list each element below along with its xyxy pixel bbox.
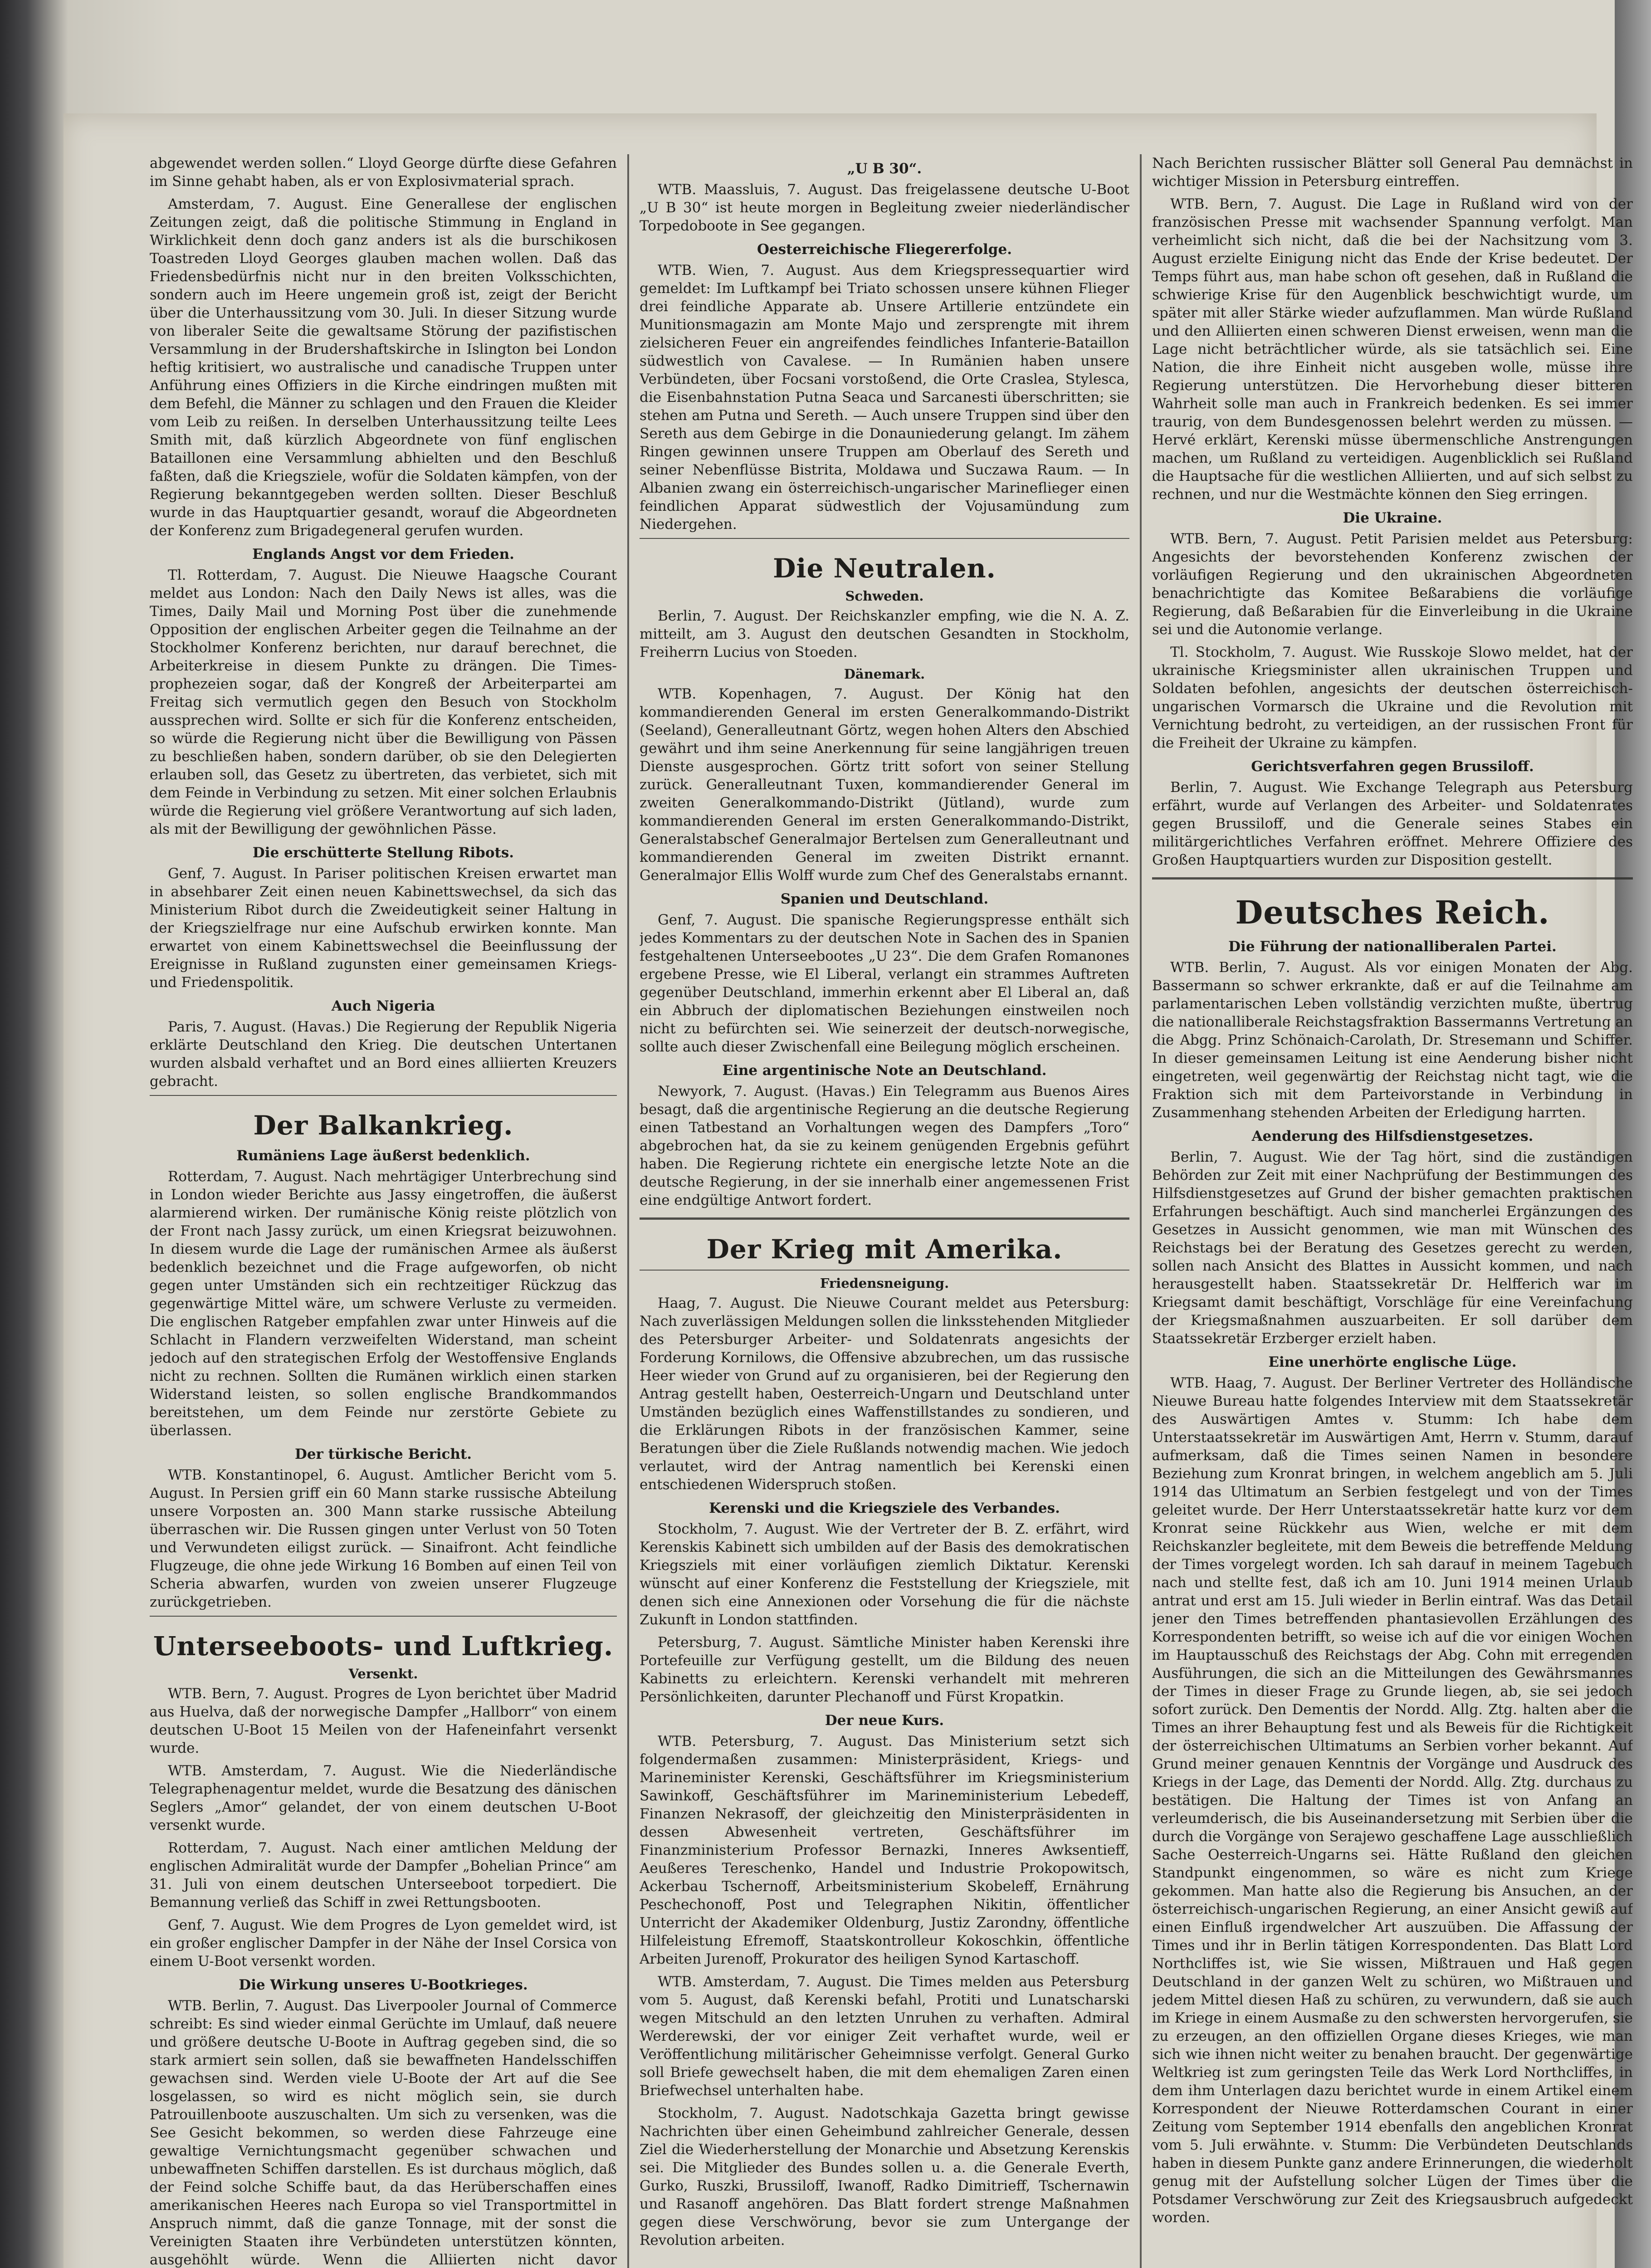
article-paragraph: WTB. Haag, 7. August. Der Berliner Vertreter des Holländische Nieuwe Bureau hatte folgendes Interview mit dem Staatssekretär des Auswärtigen Amtes v. Stumm: Ich habe dem Unterstaatssekretär im Auswärtigen Amt, Herrn v. Stumm, darauf aufmerksam, daß die Times seinen Namen in besondere Beziehung zum Kronrat bringen, in welchem angeblich am 5. Juli 1914 das Ultimatum an Serbien festgelegt und von der Times geleitet wurde. Der Herr Unterstaatssekretär hatte kurz vor dem Kronrat seine Rückkehr aus Wien, welche er mit dem Reichskanzler begleitete, mit dem Beweis die betreffende Meldung der Times vorgelegt worden. Ich sah darauf in meinem Tagebuch nach und stellte fest, daß ich am 10. Juni 1914 meinen Urlaub antrat und erst am 15. Juli wieder in Berlin eintraf. Was das Detail jener den Times betreffenden phantasievollen Erzählungen des Korrespondenten betrifft, so weise ich auf die vor einigen Wochen im Hauptausschuß des Reichstags der Abg. Cohn mit erregenden Ausführungen, die sich an die Mitteilungen des Gewährsmannes der Times in dieser Frage zu Grunde liegen, ab, sie sei jedoch sofort zurück. Den Dementis der Nordd. Allg. Ztg. halten aber die Times an ihrer Behauptung fest und als Beweis für die Richtigkeit der österreichischen Ultimatums an Serbien vorher bekannt. Auf Grund meiner genauen Kenntnis der Vorgänge und Ausdruck des Kriegs in der Lage, das Dementi der Nordd. Allg. Ztg. durchaus zu bestätigen. Die Haltung der Times ist von Anfang an verleumderisch, die bis Auseinandersetzung mit Serbien über die durch die Vorgänge von Serajewo geschaffene Lage ausschließlich Sache Oesterreich-Ungarns sei. Hätte Rußland den gleichen Standpunkt eingenommen, so wäre es nicht zum Kriege gekommen. Man hatte also die Regierung bis Ansuchen, an der österreichisch-ungarischen Regierung, an einer Ansicht gewiß auf einen Einfluß irgendwelcher Art auszuüben. Die Affassung der Times und ihr in Berlin tätigen Korrespondenten. Das Blatt Lord Northcliffes ist, wie Sie wissen, Mißtrauen und Haß gegen Deutschland in der ganzen Welt zu schüren, wo Mißtrauen und jedem Mittel diesen Haß zu schüren, zu verwundern, daß sie auch im Kriege in einem Ausmaße zu den schwersten hervorgerufen, sie zu erzeugen, an den offiziellen Organe dieses Krieges, wie man sich wie ihnen nicht weiter zu benahen braucht. Der gegenwärtige Weltkrieg ist zum geringsten Teile das Werk Lord Northcliffes, in dem ihm Unterlagen dazu berichtet wurde in einem Artikel einem Korrespondent der Nieuwe Rotterdamschen Courant in einer Zeitung vom September 1914 ebenfalls den angeblichen Kronrat vom 5. Juli erwähnte. v. Stumm: Die Verbündeten Deutschlands haben in diesem Punkte ganz andere Erinnerungen, die wiederholt genug mit der Aufstellung solcher Lügen der Times über die Potsdamer Verschwörung zur Zeit des Kriegsausbruch aufgedeckt worden. bbox=[1152, 1375, 1633, 2226]
article-paragraph: Newyork, 7. August. (Havas.) Ein Telegramm aus Buenos Aires besagt, daß die argentinische Regierung an die deutsche Regierung einen Tatbestand an Vorhaltungen wegen des Dampfers „Toro“ abgebrochen hat, da sie zu keinem genügenden Ergebnis geführt haben. Die Regierung richtete ein energische letzte Note an die deutsche Regierung, in der sie innerhalb einer angemessenen Frist eine endgültige Antwort fordert. bbox=[640, 1083, 1129, 1208]
section-heading: Deutsches Reich. bbox=[1235, 894, 1550, 931]
article-heading: Oesterreichische Fliegererfolge. bbox=[757, 241, 1012, 258]
article-heading: Aenderung des Hilfsdienstgesetzes. bbox=[1251, 1128, 1534, 1144]
article-heading: Schweden. bbox=[845, 588, 924, 604]
divider bbox=[640, 1270, 1129, 1271]
article-paragraph: Berlin, 7. August. Wie der Tag hört, sind die zuständigen Behörden zur Zeit mit einer Nachprüfung der Bestimmungen des Hilfsdienstgesetzes auf Grund der bisher gemachten praktischen Erfahrungen beschäftigt. Auch sind mancherlei Ergänzungen des Gesetzes in Aussicht genommen, wie man mit Wünschen des Reichstags bei der Beratung des Gesetzes gerecht zu werden, sollen nach Ansicht des Blattes in Aussicht kommen, und nach herausgestellt haben. Staatssekretär Dr. Helfferich war im Kriegsamt damit beschäftigt, Vorschläge für eine Vereinfachung der Kriegsmaßnahmen auszuarbeiten. Er soll darüber dem Staatssekretär Erzberger erzielt haben. bbox=[1152, 1149, 1633, 1347]
article-paragraph: abgewendet werden sollen.“ Lloyd George dürfte diese Gefahren im Sinne gehabt haben, als er von Explosivmaterial sprach. bbox=[150, 155, 617, 190]
article-paragraph: Stockholm, 7. August. Wie der Vertreter der B. Z. erfährt, wird Kerenskis Kabinett sich umbilden auf der Basis des demokratischen Kriegsziels mit einer vorläufigen ziemlich Diktatur. Kerenski wünscht auf einer Konferenz die Feststellung der Kriegsziele, mit denen sich eine Annexionen oder Vorsehung die für die nächste Zukunft in London stattfinden. bbox=[640, 1521, 1129, 1628]
article-paragraph: WTB. Konstantinopel, 6. August. Amtlicher Bericht vom 5. August. In Persien griff ein 60 Mann starke russische Abteilung unsere Vorposten an. 300 Mann starke russische Abteilung überraschen wir. Die Russen gingen unter Verlust von 50 Toten und Verwundeten eiligst zurück. — Sinaifront. Acht feindliche Flugzeuge, die ohne jede Wirkung 16 Bomben auf einen Teil von Scheria abwarfen, wurden von zweien unserer Flugzeuge zurückgetrieben. bbox=[150, 1467, 617, 1610]
article-paragraph: Tl. Stockholm, 7. August. Wie Russkoje Slowo meldet, hat der ukrainische Kriegsminister allen ukrainischen Truppen und Soldaten befohlen, angesichts der deutschen österreichisch-ungarischen Vormarsch die Ukraine und die Revolution mit Vernichtung bedroht, zu verteidigen, an der russischen Front für die Freiheit der Ukraine zu kämpfen. bbox=[1152, 644, 1633, 751]
article-paragraph: Berlin, 7. August. Wie Exchange Telegraph aus Petersburg erfährt, wurde auf Verlangen des Arbeiter- und Soldatenrates gegen Brussiloff, und die Generale seines Stabes ein militärgerichtliches Verfahren eröffnet. Mehrere Offiziere des Großen Hauptquartiers wurden zur Disposition gestellt. bbox=[1152, 779, 1633, 868]
article-heading: Dänemark. bbox=[844, 666, 925, 682]
article-heading: Spanien und Deutschland. bbox=[780, 891, 989, 907]
article-paragraph: Petersburg, 7. August. Sämtliche Minister haben Kerenski ihre Portefeuille zur Verfügung gestellt, um die Bildung des neuen Kabinetts zu erleichtern. Kerenski verhandelt mit mehreren Persönlichkeiten, darunter Plechanoff und Fürst Kropatkin. bbox=[640, 1634, 1129, 1705]
article-paragraph: Genf, 7. August. Wie dem Progres de Lyon gemeldet wird, ist ein großer englischer Dampfer in der Nähe der Insel Corsica von einem U-Boot versenkt worden. bbox=[150, 1917, 617, 1970]
article-paragraph: Stockholm, 7. August. Nadotschkaja Gazetta bringt gewisse Nachrichten über einen Geheimbund zahlreicher Generale, dessen Ziel die Wiederherstellung der Monarchie und Absetzung Kerenskis sei. Die Mitglieder des Bundes sollen u. a. die Generale Everth, Gurko, Ruszki, Brussiloff, Iwanoff, Radko Dimitrieff, Tschernawin und Rasanoff angehören. Das Blatt fordert strenge Maßnahmen gegen diese Verschwörung, bevor sie zum Untergange der Revolution arbeiten. bbox=[640, 2105, 1129, 2248]
article-heading: Rumäniens Lage äußerst bedenklich. bbox=[236, 1148, 530, 1164]
newspaper-page bbox=[64, 113, 1633, 2268]
divider bbox=[640, 1217, 1129, 1220]
article-paragraph: Genf, 7. August. Die spanische Regierungspresse enthält sich jedes Kommentars zu der deutschen Note in Sachen des in Spanien festgehaltenen Unterseebootes „U 23“. Die dem Grafen Romanones ergebene Presse, wie El Liberal, verlangt ein strammes Auftreten gegenüber Deutschland, immerhin erkennt aber El Liberal an, daß ein Abbruch der diplomatischen Beziehungen einstweilen noch nicht zu befürchten sei. Wie seinerzeit der deutsch-norwegische, sollte auch dieser Zwischenfall eine Beilegung möglich erscheinen. bbox=[640, 912, 1129, 1055]
article-paragraph: Rotterdam, 7. August. Nach mehrtägiger Unterbrechung sind in London wieder Berichte aus Jassy eingetroffen, die äußerst alarmierend wirken. Der rumänische König reiste plötzlich von der Front nach Jassy zurück, um einen Kriegsrat beizuwohnen. In diesem wurde die Lage der rumänischen Armee als äußerst bedenklich bezeichnet und die Frage aufgeworfen, ob nicht gegen unter Umständen sich ein rechtzeitiger Rückzug das gegenwärtige Mittel wäre, um schwere Verluste zu vermeiden. Die englischen Ratgeber empfahlen zwar unter Hinweis auf die Schlacht in Flandern verzweifelten Widerstand, man scheint jedoch auf den strategischen Erfolg der Westoffensive Englands nicht zu rechnen. Sollten die Rumänen wirklich einen starken Widerstand leisten, so sollen englische Brandkommandos bereitstehen, um dem Feinde nur zerstörte Gebiete zu überlassen. bbox=[150, 1168, 617, 1439]
article-paragraph: WTB. Amsterdam, 7. August. Die Times melden aus Petersburg vom 5. August, daß Kerenski befahl, Protiti und Lunatscharski wegen Mitschuld an den letzten Unruhen zu verhaften. Admiral Werderewski, der vor einiger Zeit verhaftet wurde, weil er Veröffentlichung militärischer Geheimnisse verfolgt. General Gurko soll Briefe gewechselt haben, die mit dem ehemaligen Zaren einen Briefwechsel unterhalten habe. bbox=[640, 1974, 1129, 2099]
column-left bbox=[150, 154, 617, 2268]
article-heading: Friedensneigung. bbox=[820, 1276, 949, 1291]
article-paragraph: WTB. Berlin, 7. August. Als vor einigen Monaten der Abg. Bassermann so schwer erkrankte, daß er auf die Teilnahme am parlamentarischen Leben vollständig verzichten mußte, übertrug die nationalliberale Reichstagsfraktion Bassermanns Vertretung an die Abgg. Prinz Schönaich-Carolath, Dr. Stresemann und Schiffer. In dieser gemeinsamen Leitung ist eine Aenderung bisher nicht eingetreten, weil gegenwärtig der Reichstag nicht tagt, wie die Fraktion sich mit dem Parteivorstande in Verbindung in Zusammenhang stehenden Arbeiten der Erledigung harrten. bbox=[1152, 959, 1633, 1121]
section-heading: Die Neutralen. bbox=[773, 553, 996, 584]
article-heading: Der türkische Bericht. bbox=[294, 1446, 472, 1462]
article-paragraph: WTB. Bern, 7. August. Die Lage in Rußland wird von der französischen Presse mit wachsender Spannung verfolgt. Man verheimlicht sich nicht, daß die bei der Nachsitzung vom 3. August erzielte Einigung nicht das Ende der Krise bedeutet. Der Temps führt aus, man habe schon oft gesehen, daß in Rußland die schwierige Krise für den Augenblick beschwichtigt wurde, um später mit aller Stärke wieder aufzuflammen. Man würde Rußland und den Alliierten einen schweren Dienst erweisen, wenn man die Lage nicht beträchtlicher würde, als sie tatsächlich sei. Eine Nation, die ihre Einheit nicht ausgeben wolle, müsse ihre Regierung unterstützen. Die Hervorhebung dieser bitteren Wahrheit solle man auch in Frankreich bedenken. Es sei immer traurig, von dem Bundesgenossen belehrt werden zu müssen. — Hervé erklärt, Kerenski müsse übermenschliche Anstrengungen machen, um Rußland zu verteidigen. Augenblicklich sei Rußland die Hauptsache für die westlichen Alliierten, und auf sich selbst zu rechnen, und nur die Westmächte können den Sieg erringen. bbox=[1152, 196, 1633, 503]
article-paragraph: Haag, 7. August. Die Nieuwe Courant meldet aus Petersburg: Nach zuverlässigen Meldungen sollen die linksstehenden Mitglieder des Petersburger Arbeiter- und Soldatenrats angesichts der Forderung Kornilows, die Offensive abzubrechen, um das russische Heer wieder von Grund auf zu organisieren, bei der Regierung den Antrag gestellt haben, Oesterreich-Ungarn und Deutschland unter Umständen bezüglich eines Waffenstillstandes zu sondieren, und die Erklärungen Ribots in der französischen Kammer, seine Beratungen über die Ziele Rußlands notwendig machen. Wie jedoch verlautet, wird der Antrag namentlich bei Kerenski einen entschiedenen Widerspruch stoßen. bbox=[640, 1295, 1129, 1493]
divider bbox=[1152, 877, 1633, 880]
article-paragraph: WTB. Bern, 7. August. Progres de Lyon berichtet über Madrid aus Huelva, daß der norwegische Dampfer „Hallborr“ von einem deutschen U-Boot 15 Meilen von der Hafeneinfahrt versenkt wurde. bbox=[150, 1686, 617, 1756]
article-paragraph: Paris, 7. August. (Havas.) Die Regierung der Republik Nigeria erklärte Deutschland den Krieg. Die deutschen Untertanen wurden alsbald verhaftet und an Bord eines alliierten Kreuzers gebracht. bbox=[150, 1019, 617, 1090]
column-right bbox=[1152, 154, 1633, 2268]
article-heading: Die Führung der nationalliberalen Partei. bbox=[1228, 938, 1557, 955]
article-heading: „U B 30“. bbox=[847, 161, 922, 177]
article-heading: Eine unerhörte englische Lüge. bbox=[1268, 1354, 1517, 1370]
article-heading: Die Wirkung unseres U-Bootkrieges. bbox=[239, 1977, 528, 1993]
article-heading: Die erschütterte Stellung Ribots. bbox=[252, 845, 514, 861]
article-paragraph: Berlin, 7. August. Der Reichskanzler empfing, wie die N. A. Z. mitteilt, am 3. August den deutschen Gesandten in Stockholm, Freiherrn Lucius von Stoeden. bbox=[640, 608, 1129, 660]
article-paragraph: WTB. Berlin, 7. August. Das Liverpooler Journal of Commerce schreibt: Es sind wieder einmal Gerüchte im Umlauf, daß neuere und größere deutsche U-Boote in Auftrag gegeben sind, die so stark armiert sein sollen, daß sie bewaffneten Handelsschiffen gewachsen sind. Werden viele U-Boote der Art auf die See losgelassen, so wird es nicht möglich sein, sie durch Patrouillenboote auszuschalten. Um sich zu versenken, was die See Gesicht bekommen, so werden diese Fahrzeuge eine gewaltige Vernichtungsmacht gegenüber schwachen und unbewaffneten Schiffen darstellen. Es ist durchaus möglich, daß der Feind solche Schiffe baut, da das Herüberschaffen eines amerikanischen Heeres nach Europa so viel Transportmittel in Anspruch nimmt, daß die ganze Tonnage, mit der sonst die Vereinigten Staaten ihre Verbündeten unterstützen könnten, ausgehöhlt würde. Wenn die Alliierten nicht davor bbox=[150, 1998, 617, 2268]
column-rule bbox=[627, 154, 629, 2268]
article-paragraph: Amsterdam, 7. August. Eine Generallese der englischen Zeitungen zeigt, daß die politische Stimmung in England in Wirklichkeit denn doch ganz anders ist als die burschikosen Toastreden Lloyd Georges glauben machen wollen. Daß das Friedensbedürfnis nicht nur in den breiten Volksschichten, sondern auch im Heere ungemein groß ist, zeigt der Bericht über die Unterhaussitzung vom 30. Juli. In dieser Sitzung wurde von liberaler Seite die gewaltsame Störung der pazifistischen Versammlung in der Brudershaftskirche in Islington bei London heftig kritisiert, wo australische und canadische Truppen unter Anführung eines Offiziers in die Kirche eindringen mußten mit dem Befehl, die Männer zu schlagen und den Frauen die Kleider vom Leib zu reißen. In derselben Unterhaussitzung teilte Lees Smith mit, daß kürzlich Abgeordnete von fünf englischen Bataillonen eine Versammlung abhielten und den Beschluß faßten, daß die Kriegsziele, wofür die Soldaten kämpfen, von der Regierung bekanntgegeben werden sollten. Dieser Beschluß wurde in das Hauptquartier gesandt, worauf die Abgeordneten der Konferenz zum Brigadegeneral gerufen wurden. bbox=[150, 196, 617, 539]
article-paragraph: Tl. Rotterdam, 7. August. Die Nieuwe Haagsche Courant meldet aus London: Nach den Daily News ist alles, was die Times, Daily Mail und Morning Post über die zunehmende Opposition der englischen Arbeiter gegen die Teilnahme an der Stockholmer Konferenz berichten, nur darauf berechnet, die Arbeiterkreise in diesem Punkte zu drängen. Die Times-prophezeien sogar, daß der Kongreß der Arbeiterpartei am Freitag sich vermutlich gegen den Besuch von Stockholm aussprechen wird. Sollte er sich für die Konferenz entscheiden, so würde die Regierung nicht über die Bewilligung von Pässen zu beschließen haben, sondern darüber, ob sie den Delegierten erlauben soll, das Gesetz zu übertreten, das verbietet, sich mit dem Feinde in Verbindung zu setzen. Mit einer solchen Erlaubnis würde die Regierung viel größere Verantwortung auf sich laden, als mit der Bewilligung der gewöhnlichen Pässe. bbox=[150, 567, 617, 837]
article-heading: Eine argentinische Note an Deutschland. bbox=[722, 1062, 1047, 1079]
article-paragraph: WTB. Petersburg, 7. August. Das Ministerium setzt sich folgendermaßen zusammen: Ministerpräsident, Kriegs- und Marineminister Kerenski, Geschäftsführer im Kriegsministerium Sawinkoff, Geschäftsführer im Marineministerium Lebedeff, Finanzen Nekrasoff, der gleichzeitig den Ministerpräsidenten in dessen Abwesenheit vertreten, Geschäftsführer im Finanzministerium Professor Bernazki, Inneres Awksentieff, Aeußeres Tereschenko, Handel und Industrie Prokopowitsch, Ackerbau Tschernoff, Arbeitsministerium Skobeleff, Ernährung Peschechonoff, Post und Telegraphen Nikitin, öffentlicher Unterricht der Akademiker Oldenburg, Justiz Zarondny, öffentliche Hilfeleistung Efremoff, Staatskontrolleur Kokoschkin, öffentliche Arbeiten Jurenoff, Prokurator des heiligen Synod Kartaschoff. bbox=[640, 1733, 1129, 1967]
section-heading: Der Krieg mit Amerika. bbox=[706, 1234, 1063, 1265]
divider bbox=[150, 1095, 617, 1096]
column-rule bbox=[1140, 154, 1142, 2268]
section-heading: Unterseeboots- und Luftkrieg. bbox=[153, 1631, 614, 1662]
article-paragraph: Nach Berichten russischer Blätter soll General Pau demnächst in wichtiger Mission in Petersburg eintreffen. bbox=[1152, 155, 1633, 190]
divider bbox=[150, 1616, 617, 1617]
section-heading: Der Balkankrieg. bbox=[253, 1110, 513, 1141]
divider bbox=[640, 538, 1129, 539]
article-paragraph: Rotterdam, 7. August. Nach einer amtlichen Meldung der englischen Admiralität wurde der Dampfer „Bohelian Prince“ am 31. Juli von einem deutschen Unterseeboot torpediert. Die Bemannung verließ das Schiff in zwei Rettungsbooten. bbox=[150, 1840, 617, 1911]
article-paragraph: WTB. Bern, 7. August. Petit Parisien meldet aus Petersburg: Angesichts der bevorstehenden Konferenz zwischen der vorläufigen Regierung und den ukrainischen Abgeordneten benachrichtigte das Komitee Beßarabiens die vorläufige Regierung, daß Beßarabien für die Einverleibung in die Ukraine sei und die Autonomie verlange. bbox=[1152, 531, 1633, 638]
article-heading: Englands Angst vor dem Frieden. bbox=[252, 546, 514, 562]
article-heading: Versenkt. bbox=[348, 1666, 418, 1681]
article-heading: Die Ukraine. bbox=[1343, 510, 1442, 526]
article-heading: Gerichtsverfahren gegen Brussiloff. bbox=[1251, 758, 1534, 775]
article-paragraph: WTB. Kopenhagen, 7. August. Der König hat den kommandierenden General im ersten Generalkommando-Distrikt (Seeland), Generalleutnant Görtz, wegen hohen Alters den Abschied gewährt und ihm seine Anerkennung für seine langjährigen treuen Dienste ausgesprochen. Görtz tritt sofort von seiner Stellung zurück. Generalleutnant Tuxen, kommandierender General im zweiten Generalkommando-Distrikt (Jütland), wurde zum kommandierenden General im ersten Generalkommando-Distrikt, Generalstabschef Generalmajor Bertelsen zum Generalleutnant und kommandierenden General im zweiten Distrikt ernannt. Generalmajor Ellis Wolff wurde zum Chef des Generalstabs ernannt. bbox=[640, 686, 1129, 884]
article-paragraph: WTB. Amsterdam, 7. August. Wie die Niederländische Telegraphenagentur meldet, wurde die Besatzung des dänischen Seglers „Amor“ gelandet, der von einem deutschen U-Boot versenkt wurde. bbox=[150, 1763, 617, 1833]
article-paragraph: WTB. Wien, 7. August. Aus dem Kriegspressequartier wird gemeldet: Im Luftkampf bei Triato schossen unsere kühnen Flieger drei feindliche Apparate ab. Unsere Artillerie entzündete ein Munitionsmagazin am Monte Majo und zersprengte mit ihrem zielsicheren Feuer ein angreifendes feindliches Infanterie-Bataillon südwestlich von Cavalese. — In Rumänien haben unsere Verbündeten, über Focsani vorstoßend, die Orte Craslea, Stylesca, die Eisenbahnstation Putna Seaca und Sarcanesti überschritten; sie stehen am Putna und Sereth. — Auch unsere Truppen sind über den Sereth aus dem Gebirge in die Donauniederung gelangt. Im zähem Ringen gewinnen unsere Truppen am Oberlauf des Sereth und seiner Nebenflüsse Bistrita, Moldawa und Suczawa Raum. — In Albanien zwang ein österreichisch-ungarischer Marineflieger einen feindlichen Apparat südwestlich der Vojusamündung zum Niedergehen. bbox=[640, 262, 1129, 533]
article-heading: Kerenski und die Kriegsziele des Verbandes. bbox=[709, 1500, 1060, 1516]
article-heading: Der neue Kurs. bbox=[825, 1712, 944, 1729]
article-paragraph: WTB. Maassluis, 7. August. Das freigelassene deutsche U-Boot „U B 30“ ist heute morgen in Begleitung zweier niederländischer Torpedoboote in See gegangen. bbox=[640, 181, 1129, 234]
article-heading: Auch Nigeria bbox=[331, 998, 435, 1014]
column-middle bbox=[640, 154, 1129, 2268]
article-paragraph: Genf, 7. August. In Pariser politischen Kreisen erwartet man in absehbarer Zeit einen neuen Kabinettswechsel, da sich das Ministerium Ribot durch die Zweideutigkeit seiner Haltung in der Kriegszielfrage nur eine Aufschub erwirken konnte. Man erwartet von einem Kabinettswechsel die Beeinflussung der Ereignisse in Rußland zugunsten einer gemeinsamen Kriegs- und Friedenspolitik. bbox=[150, 865, 617, 991]
